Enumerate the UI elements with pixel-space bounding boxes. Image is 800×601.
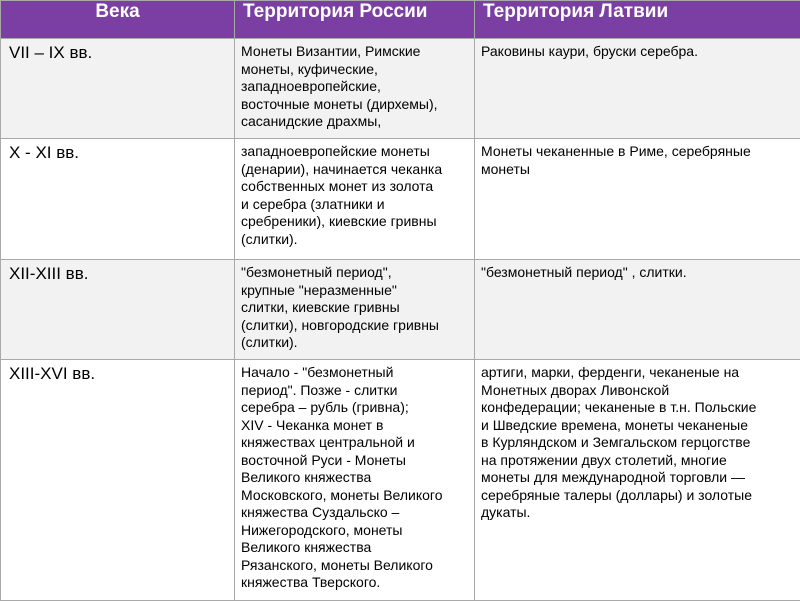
header-latvia: Территория Латвии <box>475 1 800 39</box>
latvia-cell: артиги, марки, ферденги, чеканеные на Монетных дворах Ливонской конфедерации; чеканеные в т.н. Польские и Шведские времена, монеты чеканеные в Курляндском и Земгальском герцогстве на протяжении двух столетий, многие монеты для международной торговли — серебряные талеры (доллары) и золотые дукаты. <box>475 360 800 601</box>
russia-cell: Начало - "безмонетный период". Позже - слитки серебра – рубль (гривна); XIV - Чеканка монет в княжествах центральной и восточной Руси - Монеты Великого княжества Московского, монеты Великого княжества Суздальско – Нижегородского, монеты Великого княжества Рязанского, монеты Великого княжества Тверского. <box>235 360 475 601</box>
table-header <box>1 1 800 39</box>
latvia-cell: Монеты чеканенные в Риме, серебряные монеты <box>475 139 800 260</box>
latvia-cell: Раковины каури, бруски серебра. <box>475 39 800 139</box>
era-cell: X - XI вв. <box>1 139 235 260</box>
table-row <box>1 139 800 260</box>
table-row <box>1 260 800 360</box>
table-row <box>1 360 800 601</box>
era-cell: XIII-XVI вв. <box>1 360 235 601</box>
table-row <box>1 39 800 139</box>
era-cell: XII-XIII вв. <box>1 260 235 360</box>
latvia-cell: "безмонетный период" , слитки. <box>475 260 800 360</box>
era-cell: VII – IX вв. <box>1 39 235 139</box>
header-russia: Территория России <box>235 1 475 39</box>
header-era: Века <box>1 1 235 39</box>
russia-cell: Монеты Византии, Римские монеты, куфические, западноевропейские, восточные монеты (дирхемы), сасанидские драхмы, <box>235 39 475 139</box>
russia-cell: "безмонетный период", крупные "неразменные" слитки, киевские гривны (слитки), новгородские гривны (слитки). <box>235 260 475 360</box>
russia-cell: западноевропейские монеты (денарии), начинается чеканка собственных монет из золота и серебра (златники и сребреники), киевские гривны (слитки). <box>235 139 475 260</box>
